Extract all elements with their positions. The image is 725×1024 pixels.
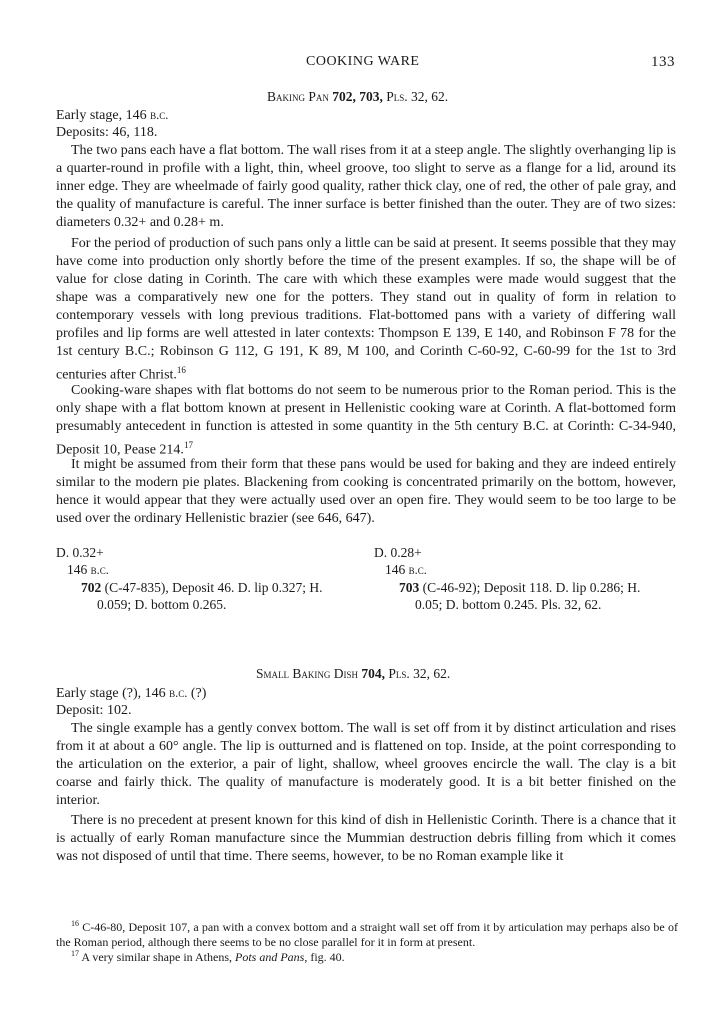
catalogue-entry-702	[56, 544, 361, 613]
paragraph-6: There is no precedent at present known for this kind of dish in Hellenistic Corinth. There is a chance that it is actually of early Roman manufacture since the Mummian destruction debris filling from which it comes was not disposed of until that time. There seems, however, to be no Roman example like it	[56, 813, 676, 864]
heading-plates: Pls. 32, 62.	[382, 89, 449, 104]
entry-date: 146 b.c.	[385, 562, 427, 577]
section-heading-small-baking-dish	[256, 666, 450, 682]
running-title: COOKING WARE	[306, 54, 420, 69]
footnote-16: $^{16}$ C-46-80, Deposit 107, a pan with a convex bottom and a straight wall set off from it by articulation may perhaps also be of the Roman period, although there seems to be no close parallel for it in form at present.	[56, 919, 678, 949]
deposit-line-2: Deposit: 102.	[56, 703, 132, 718]
entry-description-cont: 0.05; D. bottom 0.245. Pls. 32, 62.	[415, 597, 602, 612]
page-number: 133	[651, 54, 675, 70]
catalogue-entry-703	[374, 544, 679, 613]
paragraph-3: Cooking-ware shapes with flat bottoms do not seem to be numerous prior to the Roman period. This is the only shape with a flat bottom known at present in Hellenistic cooking ware at Corinth. A flat-bottomed form presumably antecedent in function is attested in some quantity in the 5th century B.C. at Corinth: C-34-940, Deposit 10, Pease 214.17	[56, 383, 676, 458]
paragraph-4: It might be assumed from their form that these pans would be used for baking and they are indeed entirely similar to the modern pie plates. Blackening from cooking is concentrated primarily on the bottom, however, hence it would appear that they were actually used over an open fire. They would seem to be too large to be used over the ordinary Hellenistic brazier (see 646, 647).	[56, 457, 676, 526]
paragraph-5: The single example has a gently convex bottom. The wall is set off from it by distinct articulation and rises from it at about a 60° angle. The lip is outturned and is flattened on top. Inside, at the point corresponding to the articulation on the exterior, a pair of light, shallow, wheel grooves encircle the wall. The clay is a bit coarse and fairly thick. The quality of manufacture is moderately good. It is a bit better finished on the interior.	[56, 721, 676, 808]
entry-description: 702 (C-47-835), Deposit 46. D. lip 0.327; H.	[81, 580, 323, 595]
heading-title: Small Baking Dish	[256, 666, 359, 681]
section-heading-baking-pan	[267, 89, 448, 105]
entry-size: D. 0.32+	[56, 545, 104, 560]
paragraph-2: For the period of production of such pans only a little can be said at present. It seems possible that they may have come into production only shortly before the time of the present examples. If so, the shape will be of value for close dating in Corinth. The care with which these examples were made would suggest that the shape was a comparatively new one for the potters. They stand out in quality of form in relation to contemporary vessels with long previous traditions. Flat-bottomed pans with a variety of differing wall profiles and lip forms are well attested in later contexts: Thompson E 139, E 140, and Robinson F 78 for the 1st century B.C.; Robinson G 112, G 191, K 89, M 100, and Corinth C-60-92, C-60-99 for the 1st to 3rd centuries after Christ.$^{16}$	[56, 236, 676, 383]
entry-description: 703 (C-46-92); Deposit 118. D. lip 0.286; H.	[399, 580, 641, 595]
footnote-ref-16: 16	[176, 365, 186, 375]
stage-line: Early stage, 146 b.c.	[56, 108, 169, 123]
heading-numbers: 704,	[361, 666, 386, 681]
heading-plates: Pls. 32, 62.	[385, 666, 451, 681]
entry-size: D. 0.28+	[374, 545, 422, 560]
heading-title: Baking Pan	[267, 89, 329, 104]
deposits-line: Deposits: 46, 118.	[56, 125, 158, 140]
paragraph-1: The two pans each have a flat bottom. The wall rises from it at a steep angle. The slightly overhanging lip is a quarter-round in profile with a light, thin, wheel groove, too slight to serve as a flange for a lid, around its inner edge. They are wheelmade of fairly good quality, rather thick clay, one of red, the other of pale gray, and the quality of manufacture is careful. The inner surface is better finished than the outer. They are of two sizes: diameters 0.32+ and 0.28+ m.	[56, 143, 676, 230]
entry-description-cont: 0.059; D. bottom 0.265.	[97, 597, 227, 612]
heading-numbers: 702, 703,	[332, 89, 383, 104]
footnote-17: $^{17}$ A very similar shape in Athens, Pots and Pans, fig. 40.	[71, 949, 345, 964]
entry-date: 146 b.c.	[67, 562, 109, 577]
footnote-ref-17: 17	[183, 440, 193, 450]
stage-line-2: Early stage (?), 146 b.c. (?)	[56, 686, 207, 701]
